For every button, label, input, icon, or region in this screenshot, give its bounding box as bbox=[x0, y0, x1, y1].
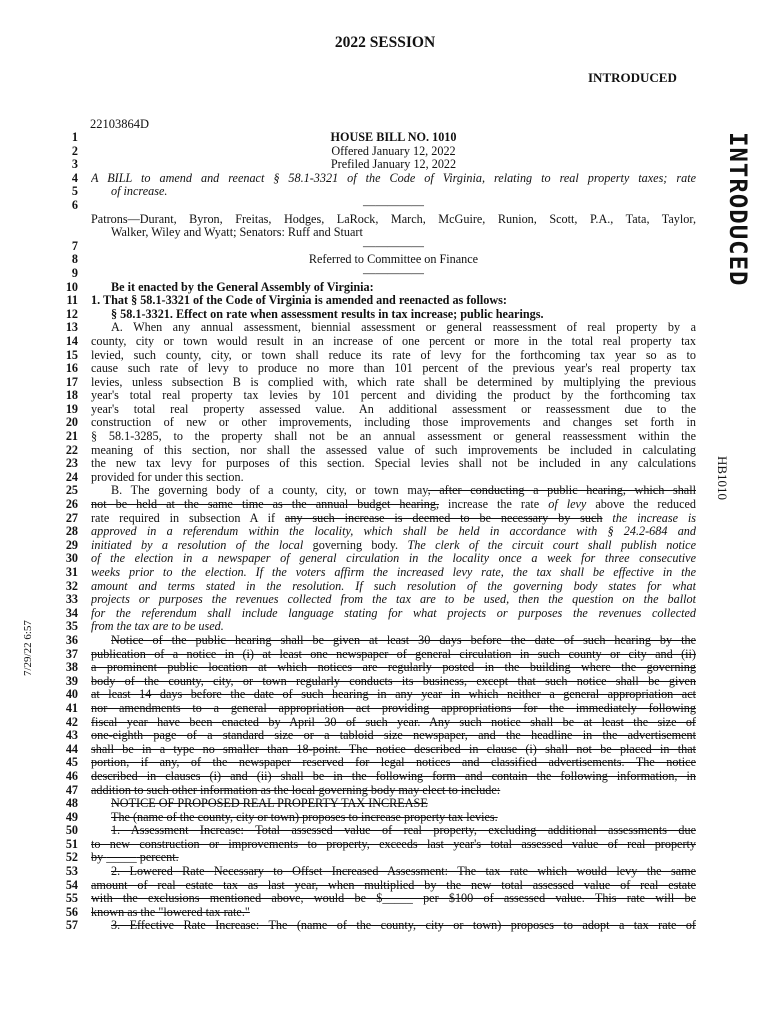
text-segment: projects or purposes the revenues collected from the tax are to be used, then the question on the ballot bbox=[91, 593, 696, 607]
text-segment: cause such rate of levy to produce no more than 101 percent of the previous year's real property tax bbox=[91, 362, 696, 376]
text-segment: ————— bbox=[363, 266, 424, 280]
line-number: 11 bbox=[66, 293, 78, 308]
line-text bbox=[91, 906, 696, 920]
text-segment: provided for under this section. bbox=[91, 470, 244, 484]
line-text bbox=[91, 158, 696, 172]
bill-line bbox=[0, 444, 770, 458]
bill-line bbox=[0, 702, 770, 716]
text-segment: 3. Effective Rate Increase: The (name of the county, city or town) proposes to adopt a tax rate of bbox=[111, 919, 696, 933]
text-segment: levies, unless subsection B is complied with, which rate shall be determined by multiplying the previous bbox=[91, 375, 696, 389]
bill-line bbox=[0, 797, 770, 811]
text-segment: known as the "lowered tax rate." bbox=[91, 905, 250, 919]
bill-line bbox=[0, 226, 770, 240]
bill-line bbox=[0, 416, 770, 430]
line-text bbox=[91, 444, 696, 458]
text-segment: the increase is bbox=[602, 511, 696, 525]
line-text bbox=[91, 879, 696, 893]
line-text bbox=[91, 743, 696, 757]
text-segment: Prefiled January 12, 2022 bbox=[330, 158, 457, 172]
text-segment: addition to such other information as the local governing body may elect to include: bbox=[91, 783, 501, 797]
text-segment: percent. bbox=[136, 851, 179, 865]
text-segment: body of the county, city, or town regularly conducts its business, except that such notice shall be given bbox=[91, 674, 696, 688]
line-number: 43 bbox=[65, 728, 78, 743]
line-text bbox=[91, 471, 696, 485]
bill-line bbox=[0, 770, 770, 784]
line-number: 44 bbox=[65, 741, 78, 756]
line-number: 8 bbox=[71, 252, 78, 267]
bill-line bbox=[0, 308, 770, 322]
bill-line bbox=[0, 851, 770, 865]
text-segment: county, city or town would result in an increase of one percent or more in the total real property tax bbox=[91, 334, 696, 348]
text-segment: any such increase is deemed to be necessary by such bbox=[284, 511, 603, 525]
line-number: 34 bbox=[65, 605, 78, 620]
line-text bbox=[91, 770, 696, 784]
line-number: 55 bbox=[65, 891, 78, 906]
bill-line bbox=[0, 185, 770, 199]
line-number: 25 bbox=[65, 483, 78, 498]
line-number: 53 bbox=[65, 864, 78, 879]
line-text bbox=[91, 185, 696, 199]
text-segment: from the tax are to be used. bbox=[91, 620, 224, 634]
bill-line bbox=[0, 240, 770, 254]
text-segment: ————— bbox=[363, 239, 424, 253]
line-number: 49 bbox=[65, 809, 78, 824]
line-text bbox=[91, 539, 696, 553]
bill-line bbox=[0, 253, 770, 267]
bill-line bbox=[0, 593, 770, 607]
bill-line bbox=[0, 566, 770, 580]
line-text bbox=[91, 851, 696, 865]
text-segment: year's total real property assessed value. An additional assessment or reassessment due to the bbox=[91, 402, 696, 416]
line-text bbox=[91, 362, 696, 376]
bill-line bbox=[0, 281, 770, 295]
vertical-status-banner: INTRODUCED bbox=[724, 132, 752, 287]
line-text bbox=[91, 294, 696, 308]
line-text bbox=[91, 729, 696, 743]
line-number: 26 bbox=[65, 497, 78, 512]
text-segment: to new construction or improvements to property, exceeds last year's total assessed value of real property bbox=[91, 837, 696, 851]
text-segment: above the reduced bbox=[586, 498, 696, 512]
line-number: 1 bbox=[71, 130, 78, 144]
bill-line bbox=[0, 716, 770, 730]
line-text bbox=[91, 824, 696, 838]
line-text bbox=[91, 784, 696, 798]
text-segment: increase the rate bbox=[439, 498, 549, 512]
line-text bbox=[91, 811, 696, 825]
line-number: 47 bbox=[65, 782, 78, 797]
bill-text-body bbox=[0, 131, 770, 933]
bill-line bbox=[0, 525, 770, 539]
text-segment: 1. That § 58.1-3321 of the Code of Virginia is amended and reenacted as follows: bbox=[91, 294, 507, 308]
line-number: 23 bbox=[65, 456, 78, 471]
line-text bbox=[91, 838, 696, 852]
bill-line bbox=[0, 811, 770, 825]
line-text bbox=[91, 430, 696, 444]
bill-line bbox=[0, 580, 770, 594]
line-text bbox=[91, 267, 696, 281]
line-text bbox=[91, 566, 696, 580]
line-number: 5 bbox=[71, 184, 78, 199]
line-number: 10 bbox=[65, 279, 78, 294]
line-number: 42 bbox=[65, 714, 78, 729]
bill-line bbox=[0, 648, 770, 662]
line-text bbox=[91, 892, 696, 906]
bill-line bbox=[0, 376, 770, 390]
line-number: 4 bbox=[71, 170, 78, 185]
line-number: 7 bbox=[71, 238, 78, 253]
line-text bbox=[91, 607, 696, 621]
line-text bbox=[91, 226, 696, 240]
line-number: 28 bbox=[65, 524, 78, 539]
line-text bbox=[91, 688, 696, 702]
line-text bbox=[91, 797, 696, 811]
text-segment: publication of a notice in (i) at least one newspaper of general circulation in such county or city and (ii) bbox=[91, 647, 696, 661]
bill-line bbox=[0, 634, 770, 648]
line-text bbox=[91, 253, 696, 267]
bill-line bbox=[0, 552, 770, 566]
line-number: 36 bbox=[65, 632, 78, 647]
line-number: 54 bbox=[65, 877, 78, 892]
text-segment: weeks prior to the election. If the voters affirm the increased levy rate, the tax shall be effective in the bbox=[91, 566, 696, 579]
line-text bbox=[91, 213, 696, 227]
text-segment: for the referendum shall include language stating for what projects or purposes the revenues collected bbox=[91, 606, 696, 620]
line-number: 16 bbox=[65, 361, 78, 376]
text-segment: 2. Lowered Rate Necessary to Offset Increased Assessment: The tax rate which would levy the same bbox=[111, 865, 696, 879]
line-number: 50 bbox=[65, 823, 78, 838]
line-number: 45 bbox=[65, 755, 78, 770]
bill-line bbox=[0, 199, 770, 213]
text-segment: a prominent public location at which notices are regularly posted in the building where the governing bbox=[91, 661, 696, 675]
line-text bbox=[91, 389, 696, 403]
bill-line bbox=[0, 430, 770, 444]
text-segment: initiated by a resolution of the local bbox=[91, 538, 304, 552]
vertical-print-date: 7/29/22 6:57 bbox=[22, 620, 34, 676]
line-number: 39 bbox=[65, 673, 78, 688]
text-segment: , after conducting a public hearing, which shall bbox=[427, 484, 696, 498]
bill-line bbox=[0, 403, 770, 417]
line-number: 48 bbox=[65, 796, 78, 811]
line-number: 37 bbox=[65, 646, 78, 661]
line-text bbox=[91, 321, 696, 335]
bill-line bbox=[0, 879, 770, 893]
bill-line bbox=[0, 729, 770, 743]
text-segment: one-eighth page of a standard size or a tabloid size newspaper, and the headline in the advertisement bbox=[91, 729, 696, 743]
line-text bbox=[91, 281, 696, 295]
line-text bbox=[91, 335, 696, 349]
bill-line bbox=[0, 607, 770, 621]
bill-line bbox=[0, 743, 770, 757]
text-segment: _____ bbox=[106, 851, 137, 865]
bill-line bbox=[0, 756, 770, 770]
line-number: 3 bbox=[71, 157, 78, 172]
bill-line bbox=[0, 389, 770, 403]
line-text bbox=[91, 919, 696, 933]
bill-line bbox=[0, 688, 770, 702]
bill-line bbox=[0, 457, 770, 471]
line-number: 46 bbox=[65, 768, 78, 783]
text-segment: Patrons—Durant, Byron, Freitas, Hodges, LaRock, March, McGuire, Runion, Scott, P.A., Tata, Taylor, bbox=[91, 212, 696, 226]
line-text bbox=[91, 199, 696, 213]
line-number: 30 bbox=[65, 551, 78, 566]
line-number: 17 bbox=[65, 374, 78, 389]
line-number: 12 bbox=[65, 306, 78, 321]
line-number: 40 bbox=[65, 687, 78, 702]
bill-line bbox=[0, 892, 770, 906]
line-text bbox=[91, 865, 696, 879]
bill-line bbox=[0, 471, 770, 485]
line-text bbox=[91, 593, 696, 607]
text-segment: shall be in a type no smaller than 18-point. The notice described in clause (i) shall not be placed in that bbox=[91, 742, 696, 756]
status-heading: INTRODUCED bbox=[588, 70, 677, 85]
bill-line bbox=[0, 145, 770, 159]
text-segment: Walker, Wiley and Wyatt; Senators: Ruff and Stuart bbox=[111, 226, 363, 240]
line-text bbox=[91, 580, 696, 594]
bill-line bbox=[0, 213, 770, 227]
bill-line bbox=[0, 294, 770, 308]
bill-line bbox=[0, 267, 770, 281]
session-heading: 2022 SESSION bbox=[334, 34, 436, 51]
bill-line bbox=[0, 661, 770, 675]
text-segment: 1. Assessment Increase: Total assessed value of real property, excluding additional assessments due bbox=[111, 824, 696, 838]
line-text bbox=[91, 702, 696, 716]
line-text bbox=[91, 525, 696, 539]
bill-line bbox=[0, 824, 770, 838]
text-segment: portion, if any, of the newspaper reserved for legal notices and classified advertisements. The notice bbox=[91, 756, 696, 770]
text-segment: at least 14 days before the date of such hearing in any year in which neither a general appropriation act bbox=[91, 688, 696, 702]
line-number: 21 bbox=[65, 429, 78, 444]
line-number: 24 bbox=[65, 469, 78, 484]
text-segment: levied, such county, city, or town shall reduce its rate of levy for the forthcoming tax year so as to bbox=[91, 348, 696, 362]
text-segment: of increase. bbox=[111, 185, 168, 199]
bill-line bbox=[0, 784, 770, 798]
bill-line bbox=[0, 158, 770, 172]
line-text bbox=[91, 620, 696, 634]
text-segment: approved in a referendum within the locality, which shall be held in accordance with § 24.2-684 and bbox=[91, 525, 696, 539]
line-text bbox=[91, 240, 696, 254]
line-text bbox=[91, 648, 696, 662]
text-segment: rate required in subsection A if bbox=[91, 511, 285, 525]
line-text bbox=[91, 145, 696, 159]
line-number: 57 bbox=[65, 918, 78, 933]
bill-line bbox=[0, 906, 770, 920]
bill-line bbox=[0, 620, 770, 634]
bill-line bbox=[0, 865, 770, 879]
line-number: 27 bbox=[65, 510, 78, 525]
line-text bbox=[91, 512, 696, 526]
line-number: 14 bbox=[65, 333, 78, 348]
line-number: 19 bbox=[65, 401, 78, 416]
line-number: 2 bbox=[71, 143, 78, 158]
line-text bbox=[91, 675, 696, 689]
text-segment: NOTICE OF PROPOSED REAL PROPERTY TAX INCREASE bbox=[111, 797, 428, 811]
vertical-bill-number: HB1010 bbox=[715, 456, 730, 501]
bill-line bbox=[0, 675, 770, 689]
bill-line bbox=[0, 131, 770, 145]
text-segment: Offered January 12, 2022 bbox=[331, 144, 456, 158]
text-segment: The (name of the county, city or town) proposes to increase property tax levies. bbox=[111, 810, 498, 824]
bill-line bbox=[0, 539, 770, 553]
line-number: 32 bbox=[65, 578, 78, 593]
line-number: 29 bbox=[65, 537, 78, 552]
text-segment: § 58.1-3285, to the property shall not be an annual assessment or general reassessment within the bbox=[91, 430, 696, 444]
line-text bbox=[91, 634, 696, 648]
text-segment: of levy bbox=[548, 498, 587, 512]
text-segment: nor amendments to a general appropriation act providing appropriations for the immediately following bbox=[91, 701, 696, 715]
bill-line bbox=[0, 349, 770, 363]
text-segment: of the election in a newspaper of general circulation in the locality once a week for three consecutive bbox=[91, 552, 696, 566]
line-text bbox=[91, 172, 696, 186]
text-segment: A BILL to amend and reenact § 58.1-3321 of the Code of Virginia, relating to real property taxes; rate bbox=[91, 171, 696, 185]
line-text bbox=[91, 376, 696, 390]
text-segment: B. The governing body of a county, city, or town may bbox=[111, 484, 428, 498]
line-number: 52 bbox=[65, 850, 78, 865]
bill-line bbox=[0, 172, 770, 186]
line-number: 15 bbox=[65, 347, 78, 362]
text-segment: described in clauses (i) and (ii) shall be in the following form and contain the following information, in bbox=[91, 769, 696, 783]
text-segment: The clerk of the circuit court shall publish notice bbox=[407, 538, 696, 552]
line-text bbox=[91, 661, 696, 675]
text-segment: ————— bbox=[363, 198, 424, 212]
line-text bbox=[91, 131, 696, 145]
bill-line bbox=[0, 321, 770, 335]
bill-line bbox=[0, 335, 770, 349]
line-number: 56 bbox=[65, 904, 78, 919]
line-text bbox=[91, 308, 696, 322]
line-text bbox=[91, 484, 696, 498]
text-segment: construction of new or other improvements, including those improvements and changes set forth in bbox=[91, 416, 696, 430]
text-segment: Referred to Committee on Finance bbox=[308, 253, 479, 267]
bill-line bbox=[0, 919, 770, 933]
text-segment: meaning of this section, nor shall the assessed value of such improvements be included in calculating bbox=[91, 443, 696, 457]
line-number: 6 bbox=[71, 197, 78, 212]
line-text bbox=[91, 457, 696, 471]
line-text bbox=[91, 416, 696, 430]
line-text bbox=[91, 403, 696, 417]
bill-line bbox=[0, 512, 770, 526]
text-segment: Be it enacted by the General Assembly of Virginia: bbox=[111, 280, 374, 294]
text-segment: amount of real estate tax as last year, when multiplied by the new total assessed value of real estate bbox=[91, 878, 696, 892]
line-text bbox=[91, 552, 696, 566]
line-text bbox=[91, 716, 696, 730]
text-segment: § 58.1-3321. Effect on rate when assessment results in tax increase; public hearings. bbox=[111, 307, 544, 321]
text-segment: HOUSE BILL NO. 1010 bbox=[330, 131, 457, 144]
text-segment: amount and terms stated in the resolution. If such resolution of the governing body states for what bbox=[91, 579, 696, 593]
line-number: 35 bbox=[65, 619, 78, 634]
line-number: 51 bbox=[65, 836, 78, 851]
line-text bbox=[91, 756, 696, 770]
line-number: 41 bbox=[65, 700, 78, 715]
line-number: 38 bbox=[65, 660, 78, 675]
bill-line bbox=[0, 838, 770, 852]
bill-line bbox=[0, 498, 770, 512]
text-segment: not be held at the same time as the annual budget hearing, bbox=[91, 498, 440, 512]
bill-id: 22103864D bbox=[90, 117, 150, 131]
text-segment: with the exclusions mentioned above, would be $_____ per $100 of assessed value. This rate will be bbox=[91, 892, 696, 906]
line-number: 9 bbox=[71, 265, 78, 280]
line-number: 33 bbox=[65, 592, 78, 607]
text-segment: governing body. bbox=[303, 538, 408, 552]
text-segment: by bbox=[91, 851, 107, 865]
line-number: 22 bbox=[65, 442, 78, 457]
line-number: 18 bbox=[65, 388, 78, 403]
text-segment: Notice of the public hearing shall be given at least 30 days before the date of such hearing by the bbox=[111, 633, 696, 647]
line-text bbox=[91, 349, 696, 363]
text-segment: A. When any annual assessment, biennial assessment or general reassessment of real property by a bbox=[111, 321, 696, 335]
line-text bbox=[91, 498, 696, 512]
line-number: 20 bbox=[65, 415, 78, 430]
bill-line bbox=[0, 484, 770, 498]
line-number: 31 bbox=[65, 565, 78, 579]
text-segment: the new tax levy for purposes of this section. Special levies shall not be included in any calculations bbox=[91, 457, 696, 471]
text-segment: fiscal year have been enacted by April 30 of such year. Any such notice shall be at least the size of bbox=[91, 715, 696, 729]
text-segment: year's total real property tax levies by 101 percent and dividing the product by the forthcoming tax bbox=[91, 389, 696, 403]
bill-line bbox=[0, 362, 770, 376]
line-number: 13 bbox=[65, 320, 78, 335]
